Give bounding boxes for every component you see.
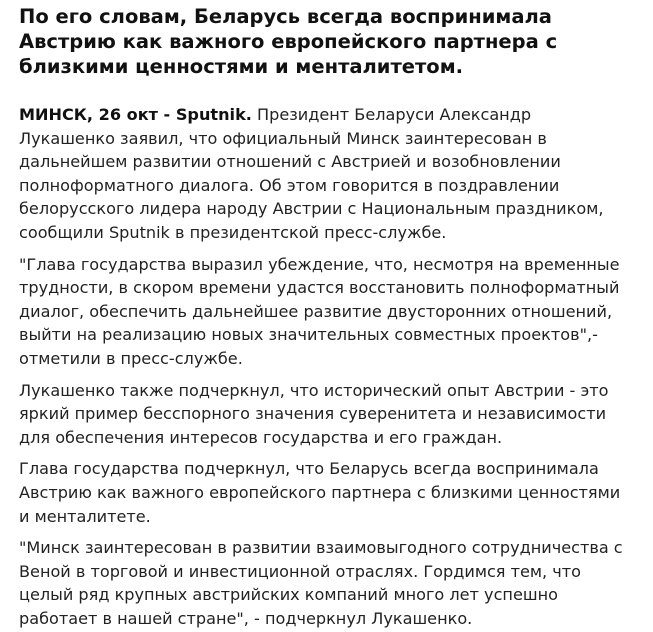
article-paragraph-5: "Минск заинтересован в развитии взаимовыгодного сотрудничества с Веной в торговой и инвестиционной отраслях. Гордимся тем, что целый ряд крупных австрийских компаний много лет успешно работает в нашей стране", - подчеркнул Лукашенко. <box>19 538 623 628</box>
article-paragraph-1 <box>19 103 629 245</box>
article-paragraph-3: Лукашенко также подчеркнул, что исторический опыт Австрии - это яркий пример бесспорного значения суверенитета и независимости для обеспечения интересов государства и его граждан. <box>19 380 609 447</box>
article-lead: По его словам, Беларусь всегда воспринимала Австрию как важного европейского партнера с близкими ценностями и менталитетом. <box>19 5 558 78</box>
article-dateline: МИНСК, 26 окт - Sputnik. <box>19 105 252 124</box>
article-paragraph-2: "Глава государства выразил убеждение, что, несмотря на временные трудности, в скором времени удастся восстановить полноформатный диалог, обеспечить дальнейшее развитие двусторонних отношений, выйти на реализацию новых значительных совместных проектов",- отметили в пресс-службе. <box>19 254 620 368</box>
article-paragraph-4: Глава государства подчеркнул, что Беларусь всегда воспринимала Австрию как важного европейского партнера с близкими ценностями и менталитете. <box>19 459 621 526</box>
paragraph-1-text: Президент Беларуси Александр Лукашенко заявил, что официальный Минск заинтересован в дальнейшем развитии отношений с Австрией и возобновлении полноформатного диалога. Об этом говорится в поздравлении белорусского лидера народу Австрии с Национальным праздником, сообщили Sputnik в президентской пресс-службе. <box>19 105 604 242</box>
article-body <box>19 103 653 630</box>
